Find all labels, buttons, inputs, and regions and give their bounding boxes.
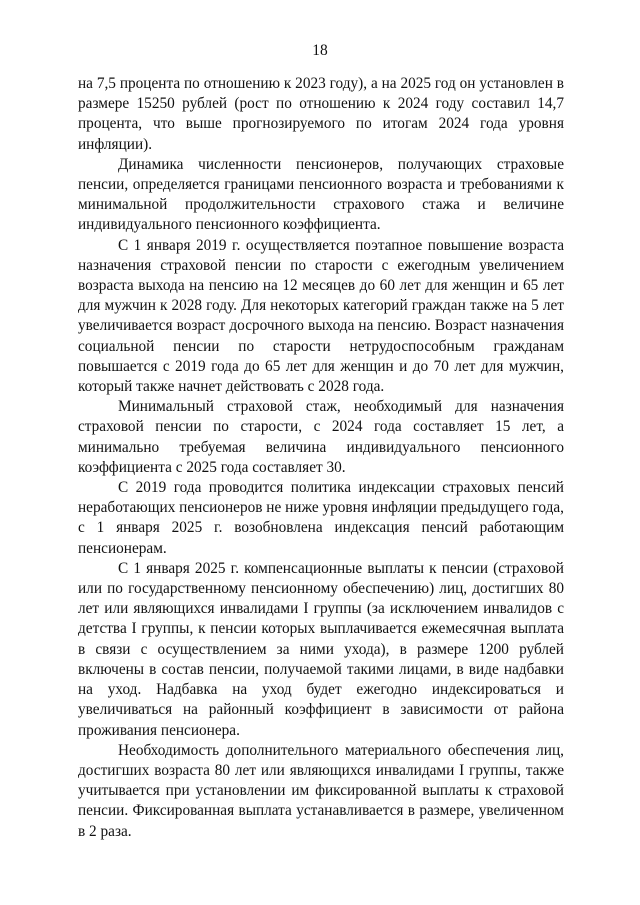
paragraph-5: С 2019 года проводится политика индексации страховых пенсий неработающих пенсионеров не ниже уровня инфляции предыдущего года, с 1 января 2025 г. возобновлена индексация пенсий работающим пенсионерам.	[78, 479, 564, 557]
paragraph-4: Минимальный страховой стаж, необходимый для назначения страховой пенсии по старости, с 2024 года составляет 15 лет, а минимально требуемая величина индивидуального пенсионного коэффициента с 2025 года составляет 30.	[78, 398, 564, 476]
paragraph-1: на 7,5 процента по отношению к 2023 году), а на 2025 год он установлен в размере 15250 рублей (рост по отношению к 2024 году составил 14,7 процента, что выше прогнозируемого по итогам 2024 года уровня инфляции).	[78, 75, 564, 153]
document-body	[78, 74, 564, 842]
paragraph-6: С 1 января 2025 г. компенсационные выплаты к пенсии (страховой или по государственному пенсионному обеспечению) лиц, достигших 80 лет или являющихся инвалидами I группы (за исключением инвалидов с детства I группы, к пенсии которых выплачивается ежемесячная выплата в связи с осуществлением за ними ухода), в размере 1200 рублей включены в состав пенсии, получаемой такими лицами, в виде надбавки на уход. Надбавка на уход будет ежегодно индексироваться и увеличиваться на районный коэффициент в зависимости от района проживания пенсионера.	[78, 559, 564, 739]
page-number: 18	[312, 42, 328, 59]
paragraph-3: С 1 января 2019 г. осуществляется поэтапное повышение возраста назначения страховой пенсии по старости с ежегодным увеличением возраста выхода на пенсию на 12 месяцев до 60 лет для женщин и 65 лет для мужчин к 2028 году. Для некоторых категорий граждан также на 5 лет увеличивается возраст досрочного выхода на пенсию. Возраст назначения социальной пенсии по старости нетрудоспособным гражданам повышается с 2019 года до 65 лет для женщин и до 70 лет для мужчин, который также начнет действовать с 2028 года.	[78, 236, 564, 396]
paragraph-2: Динамика численности пенсионеров, получающих страховые пенсии, определяется границами пенсионного возраста и требованиями к минимальной продолжительности страхового стажа и величине индивидуального пенсионного коэффициента.	[78, 155, 564, 234]
paragraph-7: Необходимость дополнительного материального обеспечения лиц, достигших возраста 80 лет или являющихся инвалидами I группы, также учитывается при установлении им фиксированной выплаты к страховой пенсии. Фиксированная выплата устанавливается в размере, увеличенном в 2 раза.	[78, 741, 564, 840]
